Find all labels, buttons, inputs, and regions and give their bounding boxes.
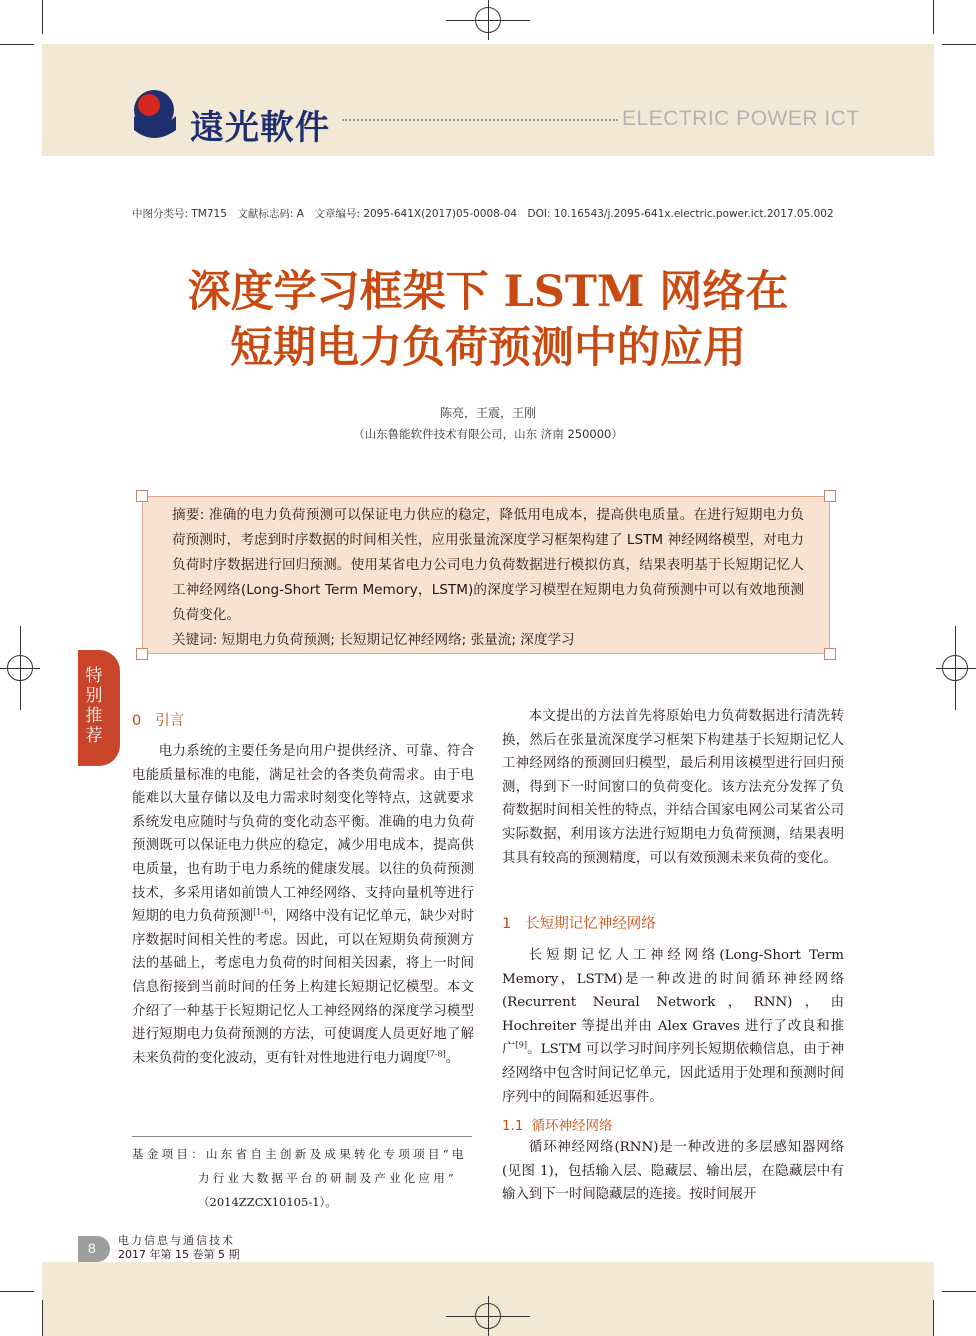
page-number: 8 — [88, 1240, 96, 1256]
footnote-line: （2014ZZCX10105-1）。 — [198, 1195, 337, 1209]
intro-paragraph-2: 本文提出的方法首先将原始电力负荷数据进行清洗转换，然后在张量流深度学习框架下构建基于长短期记忆人工神经网络的预测回归模型，最后利用该模型进行回归预测，得到下一时间窗口的负荷变化。该方法充分发挥了负荷数据时间相关性的特点，并结合国家电网公司某省公司实际数据，利用该方法进行短期电力负荷预测，结果表明其具有较高的预测精度，可以有效预测未来负荷的变化。 — [502, 709, 844, 866]
affiliation: （山东鲁能软件技术有限公司，山东 济南 250000） — [353, 427, 623, 441]
classification-meta: 中图分类号: TM715 文献标志码: A 文章编号: 2095-641X(2017)05-0008-04 DOI: 10.16543/j.2095-641x.electric.power.ict.2017.05.002 — [132, 208, 834, 220]
section-number: 1.1 — [502, 1118, 524, 1134]
journal-issue: 2017 年第 15 卷第 5 期 — [118, 1248, 240, 1261]
section-heading-1 — [502, 912, 656, 933]
footnote-line: 力行业大数据平台的研制及产业化应用” — [198, 1171, 457, 1185]
header-dotted-line — [342, 119, 618, 121]
company-logo-icon — [130, 86, 190, 140]
lstm-paragraph — [502, 944, 844, 1109]
lstm-body — [502, 944, 844, 1109]
logo-text: 遠光軟件 — [190, 108, 330, 148]
intro-paragraph — [132, 740, 474, 1070]
footnote — [132, 1142, 476, 1214]
citation: [1-6] — [253, 907, 273, 917]
abstract-corner-ornament — [136, 490, 148, 502]
abstract — [172, 503, 804, 653]
section-number: 0 — [132, 713, 142, 729]
section-title: 引言 — [155, 713, 185, 729]
section-heading-0 — [132, 709, 184, 730]
text-run: 。 — [445, 1050, 460, 1066]
text-run: 长短期记忆人工神经网络(Long-Short Term Memory，LSTM)是一种改进的时间循环神经网络(Recurrent Neural Network，RNN)，由 Hochreiter 等提出并由 Alex Graves 进行了改良和推广 — [502, 948, 844, 1058]
citation: [9] — [515, 1040, 527, 1050]
intro-body — [132, 740, 474, 1070]
rnn-body — [502, 1136, 844, 1207]
section-title: 循环神经网络 — [531, 1118, 613, 1134]
abstract-corner-ornament — [824, 648, 836, 660]
text-run: 。LSTM 可以学习时间序列长短期依赖信息，由于神经网络中包含时间记忆单元，因此适用于处理和预测时间序列中的间隔和延迟事件。 — [502, 1042, 845, 1105]
footnote-rule — [132, 1136, 472, 1137]
section-title: 长短期记忆神经网络 — [525, 916, 656, 932]
right-col-intro — [502, 705, 844, 870]
keywords: 关键词: 短期电力负荷预测; 长短期记忆神经网络; 张量流; 深度学习 — [172, 632, 575, 648]
abstract-text: 摘要: 准确的电力负荷预测可以保证电力供应的稳定，降低用电成本，提高供电质量。在进行短期电力负荷预测时，考虑到时序数据的时间相关性，应用张量流深度学习框架构建了 LSTM 神经网络模型，对电力负荷时序数据进行回归预测。使用某省电力公司电力负荷数据进行模拟仿真，结果表明基于长短期记忆人工神经网络(Long-Short Term Memory，LSTM)的深度学习模型在短期电力负荷预测中可以有效地预测负荷变化。 — [172, 507, 804, 623]
authors: 陈亮，王震，王刚 — [439, 406, 536, 420]
section-number: 1 — [502, 916, 512, 932]
header-tagline: ELECTRIC POWER ICT — [622, 107, 860, 130]
section-tab-label: 特别推荐 — [85, 666, 103, 746]
journal-name: 电力信息与通信技术 — [118, 1234, 235, 1247]
journal-info — [118, 1234, 239, 1262]
section-heading-1-1 — [502, 1114, 612, 1134]
footnote-line: 基金项目：山东省自主创新及成果转化专项项目“电 — [132, 1147, 467, 1161]
text-run: 电力系统的主要任务是向用户提供经济、可靠、符合电能质量标准的电能，满足社会的各类负荷需求。由于电能难以大量存储以及电力需求时刻变化等特点，这就要求系统发电应随时与负荷的变化动态平衡。准确的电力负荷预测既可以保证电力供应的稳定，减少用电成本，提高供电质量，也有助于电力系统的健康发展。以往的负荷预测技术，多采用诸如前馈人工神经网络、支持向量机等进行短期的电力负荷预测 — [132, 744, 474, 925]
text-run: ，网络中没有记忆单元，缺少对时序数据时间相关性的考虑。因此，可以在短期负荷预测方法的基础上，考虑电力负荷的时间相关因素，将上一时间信息衔接到当前时间的任务上构建长短期记忆模型。本文介绍了一种基于长短期记忆人工神经网络的深度学习模型进行短期电力负荷预测的方法，可使调度人员更好地了解未来负荷的变化波动，更有针对性地进行电力调度 — [132, 909, 474, 1066]
article-title-line2: 短期电力负荷预测中的应用 — [230, 323, 746, 373]
abstract-corner-ornament — [824, 490, 836, 502]
citation: [7-8] — [426, 1049, 446, 1059]
rnn-paragraph: 循环神经网络(RNN)是一种改进的多层感知器网络(见图 1)，包括输入层、隐藏层、输出层，在隐藏层中有输入到下一时间隐藏层的连接。按时间展开 — [502, 1140, 844, 1203]
article-title-line1: 深度学习框架下 LSTM 网络在 — [187, 267, 789, 317]
abstract-corner-ornament — [136, 648, 148, 660]
